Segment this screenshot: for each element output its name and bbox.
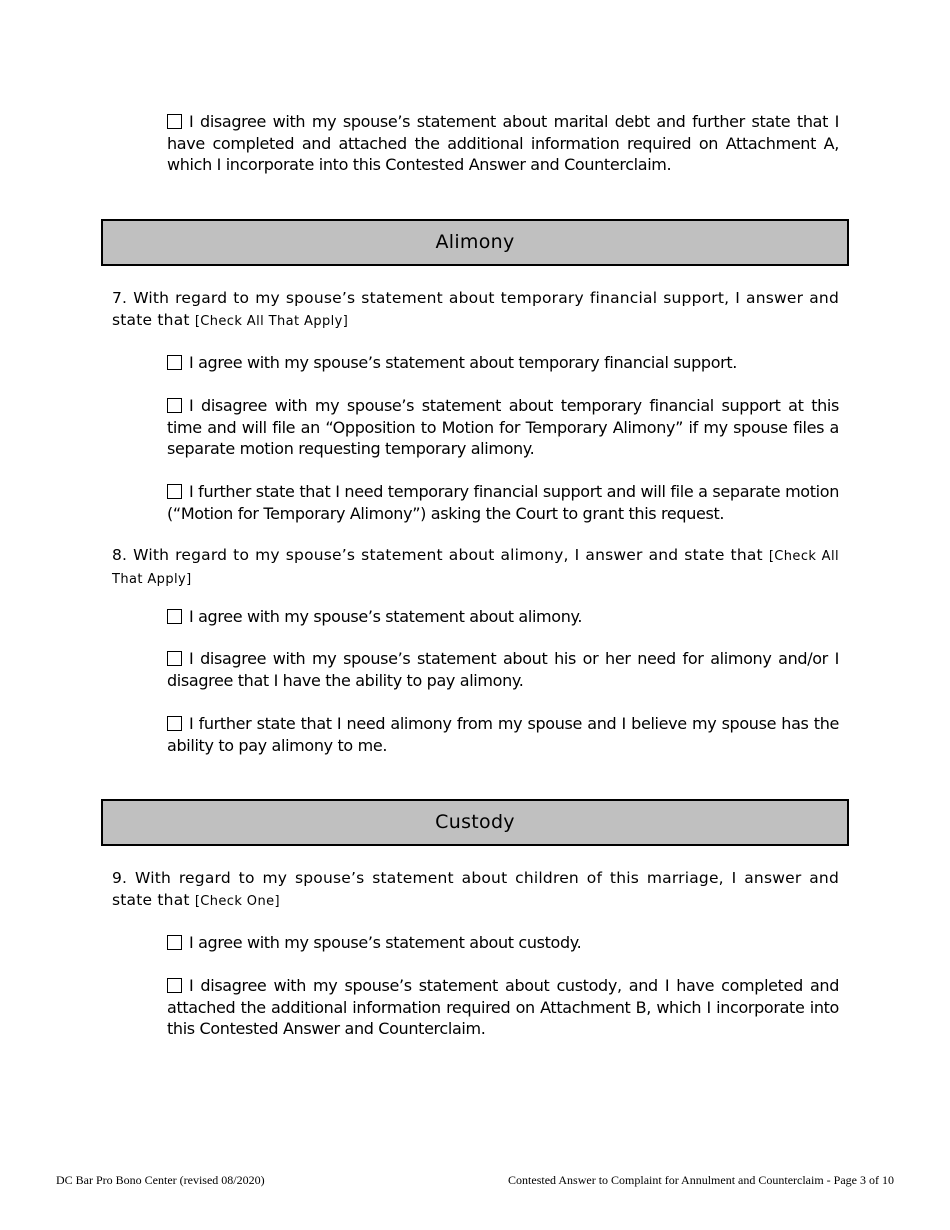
checkbox[interactable] <box>167 484 182 499</box>
question-instruction: [Check All That Apply] <box>112 549 839 587</box>
option-text: I agree with my spouse’s statement about alimony. <box>189 607 583 626</box>
checkbox[interactable] <box>167 935 182 950</box>
q9-option-agree <box>167 932 839 954</box>
q8-option-further-state <box>167 713 839 756</box>
question-instruction: [Check All That Apply] <box>194 313 349 329</box>
checkbox[interactable] <box>167 978 182 993</box>
section-header-alimony <box>101 219 849 266</box>
option-text: I disagree with my spouse’s statement about custody, and I have completed and attached the additional information required on Attachment B, which I incorporate into this Contested Answer and Counterclaim. <box>167 976 839 1038</box>
question-9 <box>112 868 839 912</box>
question-7 <box>112 288 839 332</box>
option-text: I further state that I need temporary financial support and will file a separate motion (“Motion for Temporary Alimony”) asking the Court to grant this request. <box>167 482 839 523</box>
marital-debt-disagree-option <box>167 111 839 176</box>
q8-option-disagree <box>167 648 839 691</box>
question-text: 9. With regard to my spouse’s statement about children of this marriage, I answer and state that <box>112 869 839 909</box>
option-text: I agree with my spouse’s statement about custody. <box>189 933 582 952</box>
footer-right: Contested Answer to Complaint for Annulment and Counterclaim - Page 3 of 10 <box>508 1173 894 1187</box>
checkbox[interactable] <box>167 398 182 413</box>
question-instruction: [Check One] <box>194 893 280 909</box>
question-text: 7. With regard to my spouse’s statement about temporary financial support, I answer and state that <box>112 289 839 329</box>
option-text: I further state that I need alimony from my spouse and I believe my spouse has the ability to pay alimony to me. <box>167 714 839 755</box>
section-title: Custody <box>435 811 515 833</box>
checkbox[interactable] <box>167 355 182 370</box>
checkbox[interactable] <box>167 114 182 129</box>
q7-option-further-state <box>167 481 839 524</box>
option-text: I disagree with my spouse’s statement about marital debt and further state that I have completed and attached the additional information required on Attachment A, which I incorporate into this Contested Answer and Counterclaim. <box>167 112 839 174</box>
q7-option-agree <box>167 352 839 374</box>
q9-option-disagree <box>167 975 839 1040</box>
option-text: I disagree with my spouse’s statement about his or her need for alimony and/or I disagree that I have the ability to pay alimony. <box>167 649 839 690</box>
question-text: 8. With regard to my spouse’s statement about alimony, I answer and state that <box>112 546 763 564</box>
checkbox[interactable] <box>167 609 182 624</box>
option-text: I agree with my spouse’s statement about temporary financial support. <box>189 353 738 372</box>
option-text: I disagree with my spouse’s statement about temporary financial support at this time and will file an “Opposition to Motion for Temporary Alimony” if my spouse files a separate motion requesting temporary alimony. <box>167 396 839 458</box>
q8-option-agree <box>167 606 839 628</box>
checkbox[interactable] <box>167 716 182 731</box>
question-8 <box>112 545 839 590</box>
section-title: Alimony <box>435 231 515 253</box>
q7-option-disagree <box>167 395 839 460</box>
checkbox[interactable] <box>167 651 182 666</box>
footer-left: DC Bar Pro Bono Center (revised 08/2020) <box>56 1173 265 1187</box>
section-header-custody <box>101 799 849 846</box>
